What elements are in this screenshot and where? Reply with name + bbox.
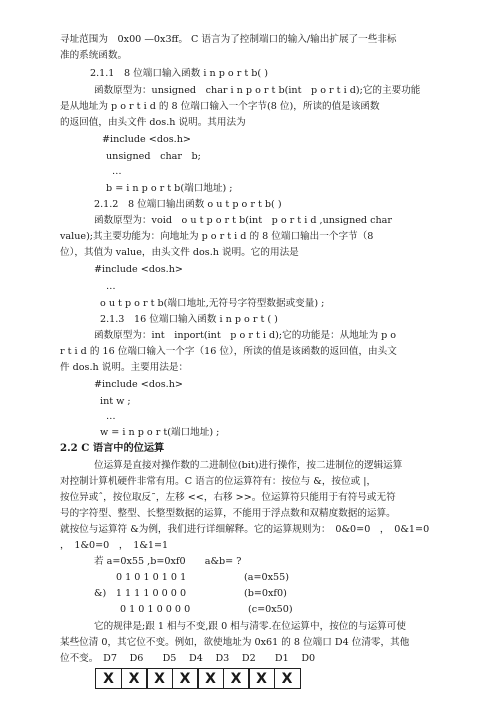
section-heading: 2.1.3 16 位端口输入函数 i n p o r t ( )	[100, 314, 278, 325]
bit-cell-d1: X	[248, 668, 275, 689]
text-line: 就按位与运算符 &为例，我们进行详细解释。它的运算规则为： 0&0=0 ， 0&1=0	[60, 524, 430, 535]
bit-cell-d3: X	[197, 668, 224, 689]
section-heading: 2.1.1 8 位端口输入函数 i n p o r t b( )	[90, 68, 268, 79]
text-line: 号的字符型、整型、长整型数据的运算，不能用于浮点数和双精度数据的运算。	[60, 508, 396, 519]
bit-position-labels: 位不变。 D7 D6 D5 D4 D3 D2 D1 D0	[60, 653, 316, 664]
text-line: 的返回值，由头文件 dos.h 说明。其用法为	[60, 117, 246, 128]
text-line: 对控制计算机硬件非常有用。C 语言的位运算符有：按位与 &，按位或 |，	[60, 476, 377, 487]
text-line: 寻址范围为 0x00 —0x3ff。 C 语言为了控制端口的输入/输出扩展了一些非标	[60, 34, 397, 45]
code-line: b = i n p o r t b(端口地址) ;	[106, 183, 233, 194]
code-line: …	[106, 411, 116, 422]
text-line: r t i d 的 16 位端口输入一个字（16 位），所读的值是该函数的返回值，由头文	[60, 346, 397, 357]
code-line: int w ;	[100, 396, 131, 407]
code-line: w = i n p o r t(端口地址) ;	[100, 427, 220, 438]
text-line: ， 1&0=0 ， 1&1=1	[60, 540, 169, 551]
bit-cell-d7: X	[95, 668, 122, 689]
text-line: 位），其值为 value，由头文件 dos.h 说明。它的用法是	[60, 247, 299, 258]
text-line: 件 dos.h 说明。主要用法是：	[60, 362, 189, 373]
text-line: 按位异或ˆ，按位取反˜，左移 <<，右移 >>。位运算符只能用于有符号或无符	[60, 492, 396, 503]
code-line: #include <dos.h>	[102, 134, 191, 145]
text-line: 准的系统函数。	[60, 50, 128, 61]
text-line: value);其主要功能为：向地址为 p o r t i d 的 8 位端口输出一个字节（8	[60, 231, 374, 242]
text-line: 它的规律是;跟 1 相与不变,跟 0 相与清零.在位运算中，按位的与运算可使	[94, 621, 406, 632]
code-line: …	[106, 281, 116, 292]
text-line: 是从地址为 p o r t i d 的 8 位端口输入一个字节(8 位)，所读的值是该函数	[60, 101, 380, 112]
binary-row-c: 0 1 0 1 0 0 0 0	[120, 604, 191, 615]
code-line: o u t p o r t b(端口地址,无符号字符型数据或变量) ;	[100, 298, 325, 309]
code-line: #include <dos.h>	[94, 264, 183, 275]
binary-row-c-note: (c=0x50)	[248, 604, 293, 615]
text-line: 位运算是直接对操作数的二进制位(bit)进行操作，按二进制位的逻辑运算	[94, 460, 403, 471]
section-heading: 2.1.2 8 位端口输出函数 o u t p o r t b( )	[94, 199, 282, 210]
binary-row-a: 0 1 0 1 0 1 0 1	[116, 572, 187, 583]
code-line: …	[112, 166, 122, 177]
text-line: 函数原型为：int inport(int p o r t i d);它的功能是：从地址为 p o	[94, 330, 397, 341]
code-line: unsigned char b;	[106, 151, 201, 162]
text-line: 函数原型为：void o u t p o r t b(int p o r t i d ,unsigned char	[94, 215, 392, 226]
bit-cell-d2: X	[223, 668, 250, 689]
bit-cell-d0: X	[274, 668, 301, 689]
text-line: 某些位清 0，其它位不变。例如，欲使地址为 0x61 的 8 位端口 D4 位清零，其他	[60, 637, 410, 648]
binary-row-b: &) 1 1 1 1 0 0 0 0	[94, 588, 187, 599]
code-line: #include <dos.h>	[94, 379, 183, 390]
section-heading: 2.2 C 语言中的位运算	[60, 442, 165, 454]
text-line: 函数原型为：unsigned char i n p o r t b(int p o r t i d);它的主要功能	[94, 85, 421, 96]
text-line: 若 a=0x55 ,b=0xf0 a&b= ?	[94, 556, 242, 567]
binary-row-a-note: (a=0x55)	[244, 572, 289, 583]
bit-table	[95, 668, 299, 689]
bit-cell-d4: X	[172, 668, 199, 689]
bit-cell-d6: X	[121, 668, 148, 689]
bit-cell-d5: X	[146, 668, 173, 689]
binary-row-b-note: (b=0xf0)	[244, 588, 287, 599]
